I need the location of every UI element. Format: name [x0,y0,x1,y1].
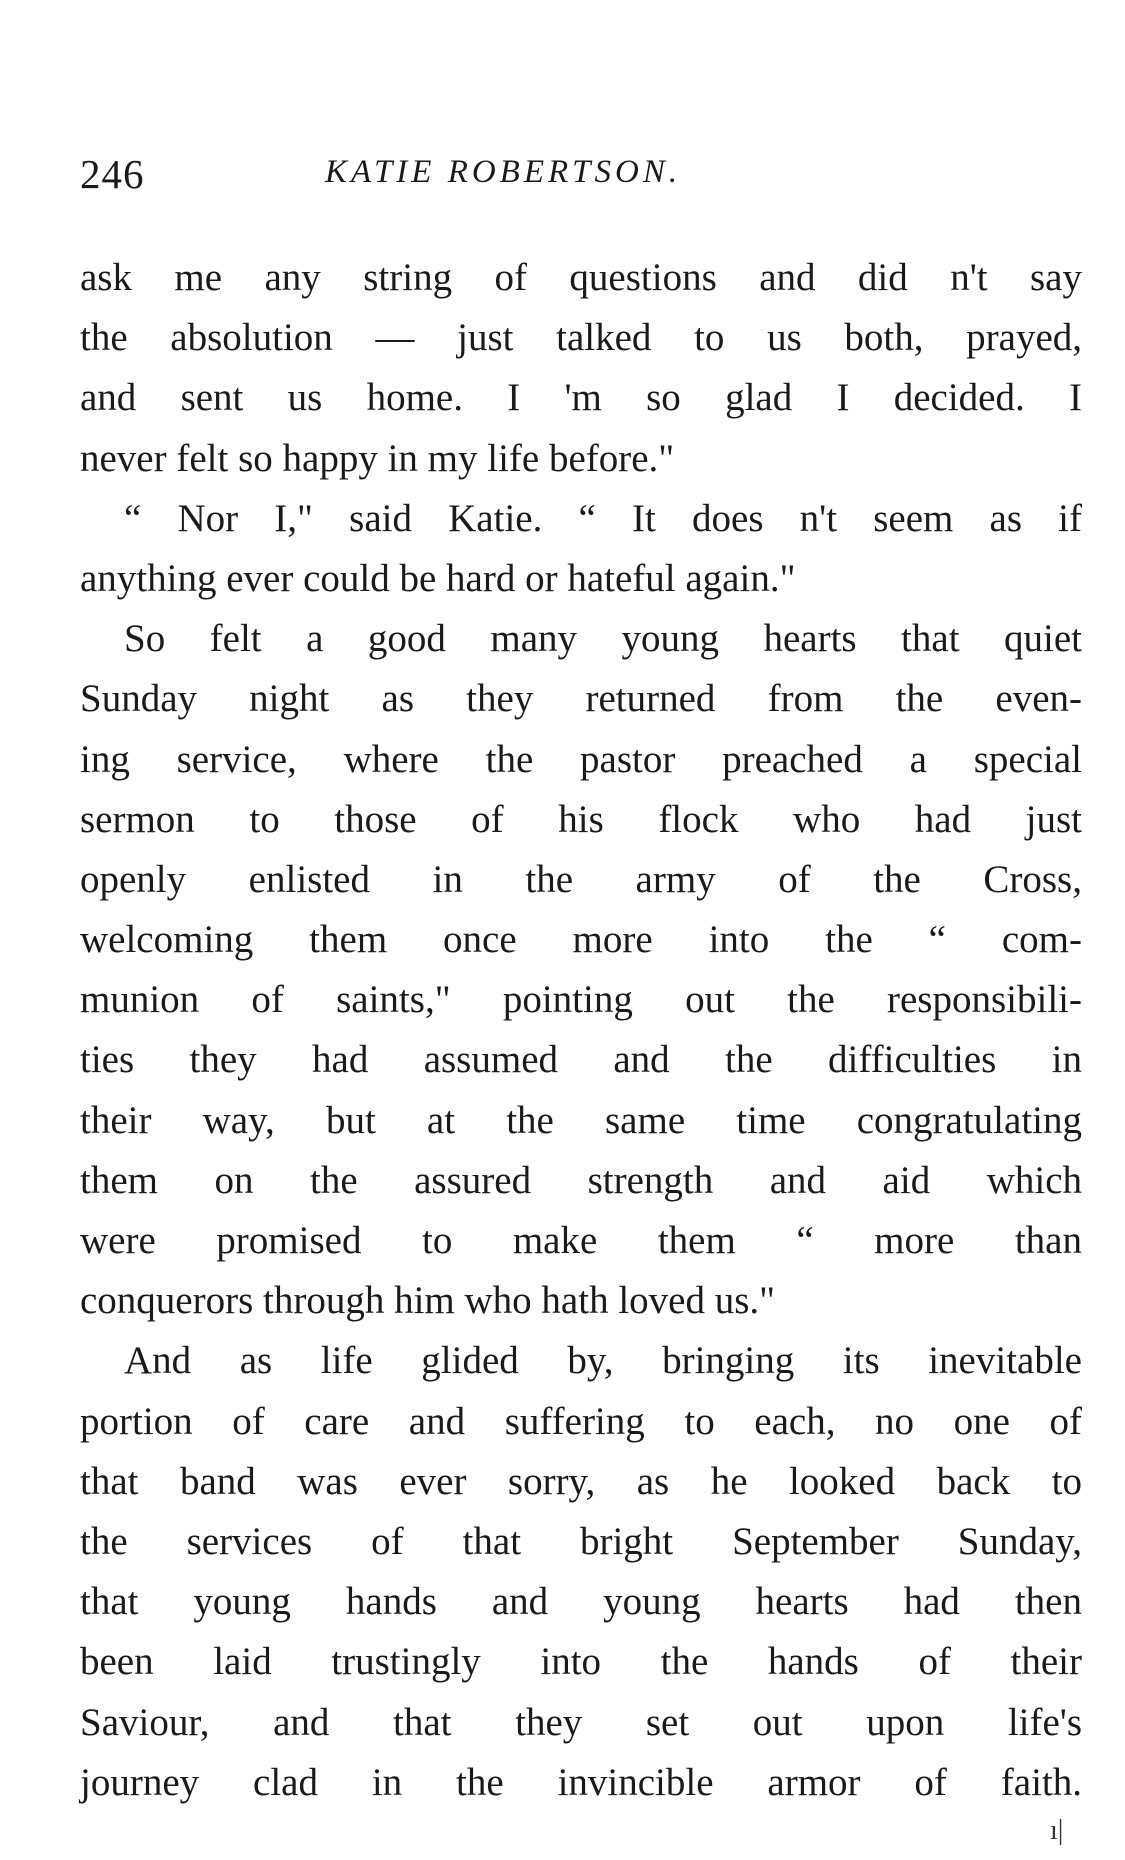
page-header [80,150,1020,200]
text-line: So felt a good many young hearts that quiet [124,617,1082,661]
text-line: them on the assured strength and aid which [80,1158,1082,1202]
text-line: their way, but at the same time congratulating [80,1098,1082,1142]
text-line: ing service, where the pastor preached a special [80,737,1082,781]
text-line: And as life glided by, bringing its inevitable [124,1339,1082,1383]
text-line: conquerors through him who hath loved us." [80,1279,776,1323]
text-line: never felt so happy in my life before." [80,436,675,480]
text-line: portion of care and suffering to each, no one of [80,1399,1082,1443]
text-line: journey clad in the invincible armor of faith. [80,1760,1082,1804]
text-line: ask me any string of questions and did n't say [80,256,1082,299]
text-line: Saviour, and that they set out upon life's [80,1700,1082,1744]
text-line: ties they had assumed and the difficulties in [80,1038,1082,1082]
running-title: KATIE ROBERTSON. [325,154,682,190]
text-line: Sunday night as they returned from the even- [80,677,1082,721]
text-line: munion of saints," pointing out the responsibili- [80,978,1082,1022]
text-line: “ Nor I," said Katie. “ It does n't seem as if [124,496,1082,540]
text-line: sermon to those of his flock who had just [80,797,1082,841]
text-line: that young hands and young hearts had then [80,1580,1082,1624]
text-line: the services of that bright September Sunday, [80,1519,1082,1563]
text-line: openly enlisted in the army of the Cross, [80,857,1082,901]
text-line: that band was ever sorry, as he looked back to [80,1459,1082,1503]
footer-mark: ı| [1050,1815,1064,1846]
page-number: 246 [80,151,145,197]
text-line: and sent us home. I 'm so glad I decided. I [80,376,1082,420]
text-line: anything ever could be hard or hateful again." [80,556,796,600]
text-line: welcoming them once more into the “ com- [80,918,1082,962]
body-text [80,248,1082,1813]
text-line: were promised to make them “ more than [80,1219,1082,1262]
text-line: been laid trustingly into the hands of their [80,1640,1082,1684]
text-line: the absolution — just talked to us both, prayed, [80,316,1082,360]
